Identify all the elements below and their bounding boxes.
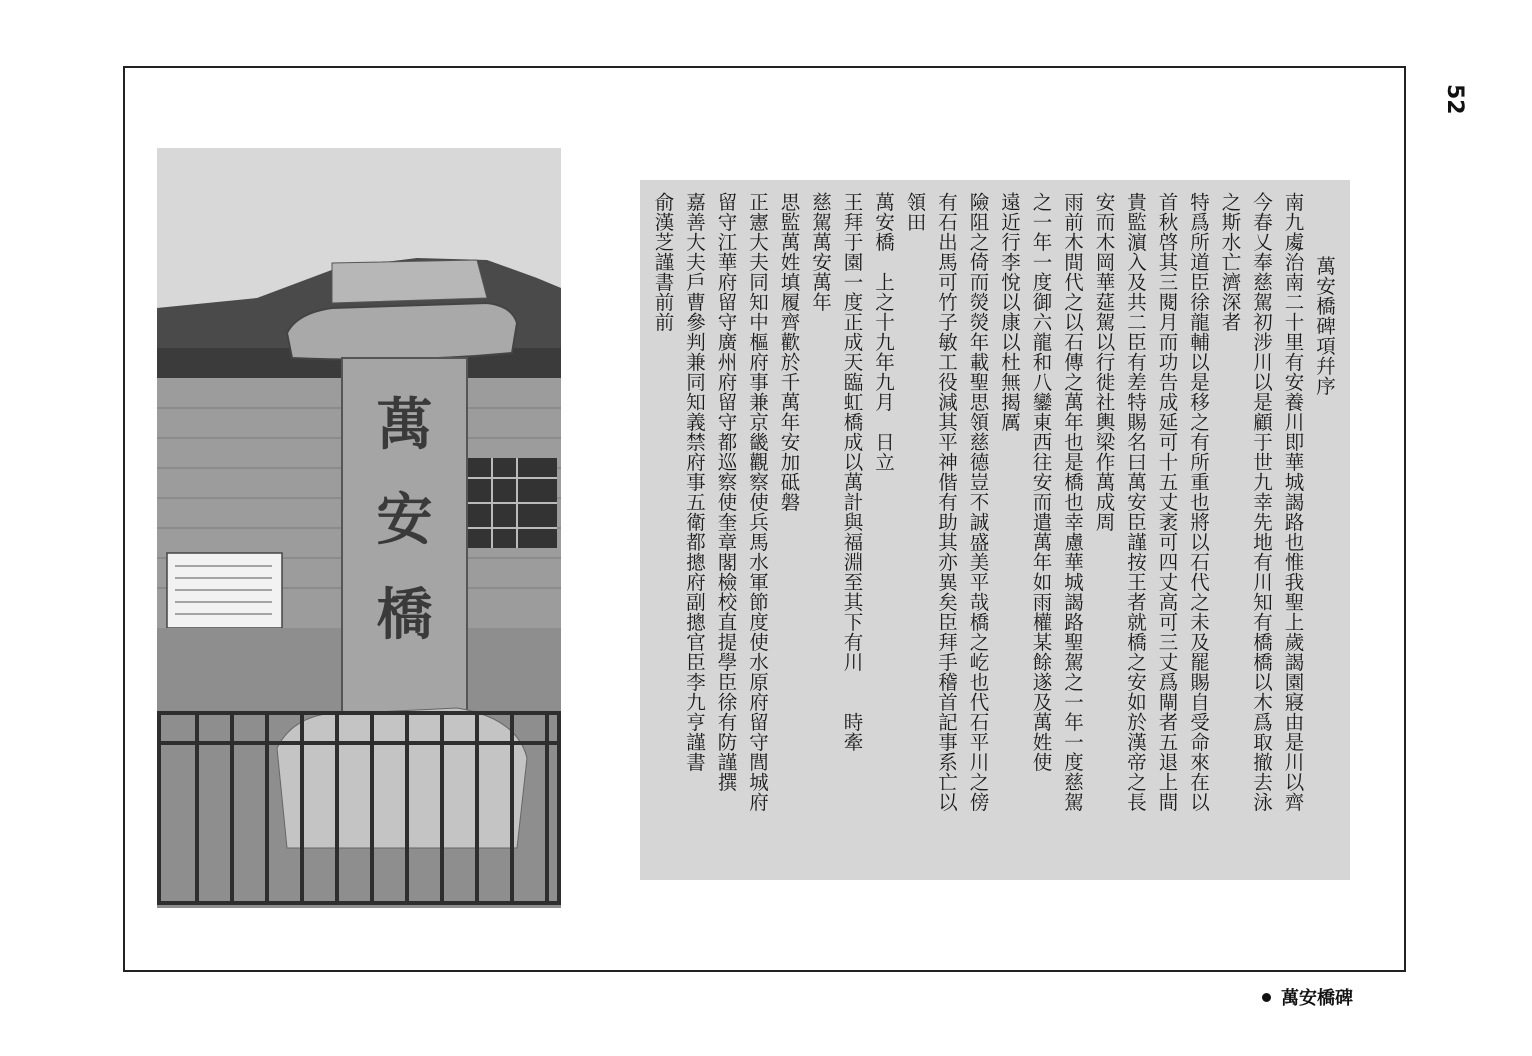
text-column: 慈駕萬安萬年: [809, 192, 832, 312]
text-column: 留守江華府留守廣州府留守都巡察使奎章閣檢校直提學臣徐有防謹撰: [714, 192, 738, 792]
stele-char: 萬: [376, 392, 433, 458]
date-line: 萬安橋 上之十九年九月 日立: [872, 192, 895, 472]
text-column: 首秋啓其三閱月而功告成延可十五丈袤可四丈高可三丈爲閘者五退上間: [1155, 192, 1179, 812]
text-column: 正憲大夫同知中樞府事兼京畿觀察使兵馬水軍節度使水原府留守閭城府: [746, 192, 769, 812]
text-column: 俞漢芝謹書前前: [651, 192, 675, 332]
inscription-text-panel: [640, 180, 1350, 880]
text-column: 南九䖏治南二十里有安養川即華城謁路也惟我聖上歲謁園寢由是川以齊: [1281, 192, 1305, 812]
text-column: 王拜于園一度正成天臨虹橋成以萬計與福淵至其下有川 時牽: [840, 192, 864, 752]
figure-caption: [1262, 984, 1353, 1010]
text-column: 今春乂奉慈駕初涉川以是顧于世九幸先地有川知有橋橋以木爲取撤去泳: [1250, 192, 1273, 812]
stele-photo: [157, 148, 561, 908]
text-column: 安而木岡華莚駕以行徙社輿梁作萬成周: [1092, 192, 1116, 532]
inscription-title: 萬安橋碑項幷序: [1313, 256, 1336, 396]
text-column: 有石出馬可竹子敏工役減其平神偕有助其亦異矣臣拜手稽首記事系亡以: [935, 192, 958, 812]
text-column: 嘉善大夫戶曹參判兼同知義禁府事五衛都摠府副摠官臣李九亨謹書: [683, 192, 706, 772]
text-column: 遠近行李悅以康以杜無揭厲: [998, 192, 1021, 432]
text-column: 之一年一度御六龍和八鑾東西往安而遣萬年如雨權某餘遂及萬姓使: [1029, 192, 1053, 772]
page-number: 52: [1442, 84, 1467, 115]
text-columns: [647, 192, 1340, 872]
text-column: 險阻之倚而熒熒年載聖思領慈德豈不誠盛美平哉橋之屹也代石平川之傍: [966, 192, 990, 812]
text-column: 特爲所道臣徐龍輔以是移之有所重也將以石代之未及罷賜自受命來在以: [1187, 192, 1210, 812]
stele-char: 安: [376, 487, 433, 553]
stele-inscription: [342, 378, 467, 663]
bullet-icon: [1262, 993, 1271, 1002]
text-column: 之斯水亡濟深者: [1218, 192, 1242, 332]
caption-text: 萬安橋碑: [1281, 988, 1353, 1009]
text-column: 思監萬姓填履齊歡於千萬年安加砥磐: [777, 192, 801, 512]
text-column: 貴監濵入及共二臣有差特賜名曰萬安臣謹按王者就橋之安如於漢帝之長: [1124, 192, 1147, 812]
text-column: 領田: [903, 192, 927, 232]
text-column: 雨前木間代之以石傳之萬年也是橋也幸慮華城謁路聖駕之一年一度慈駕: [1061, 192, 1084, 812]
stele-char: 橋: [376, 582, 433, 648]
